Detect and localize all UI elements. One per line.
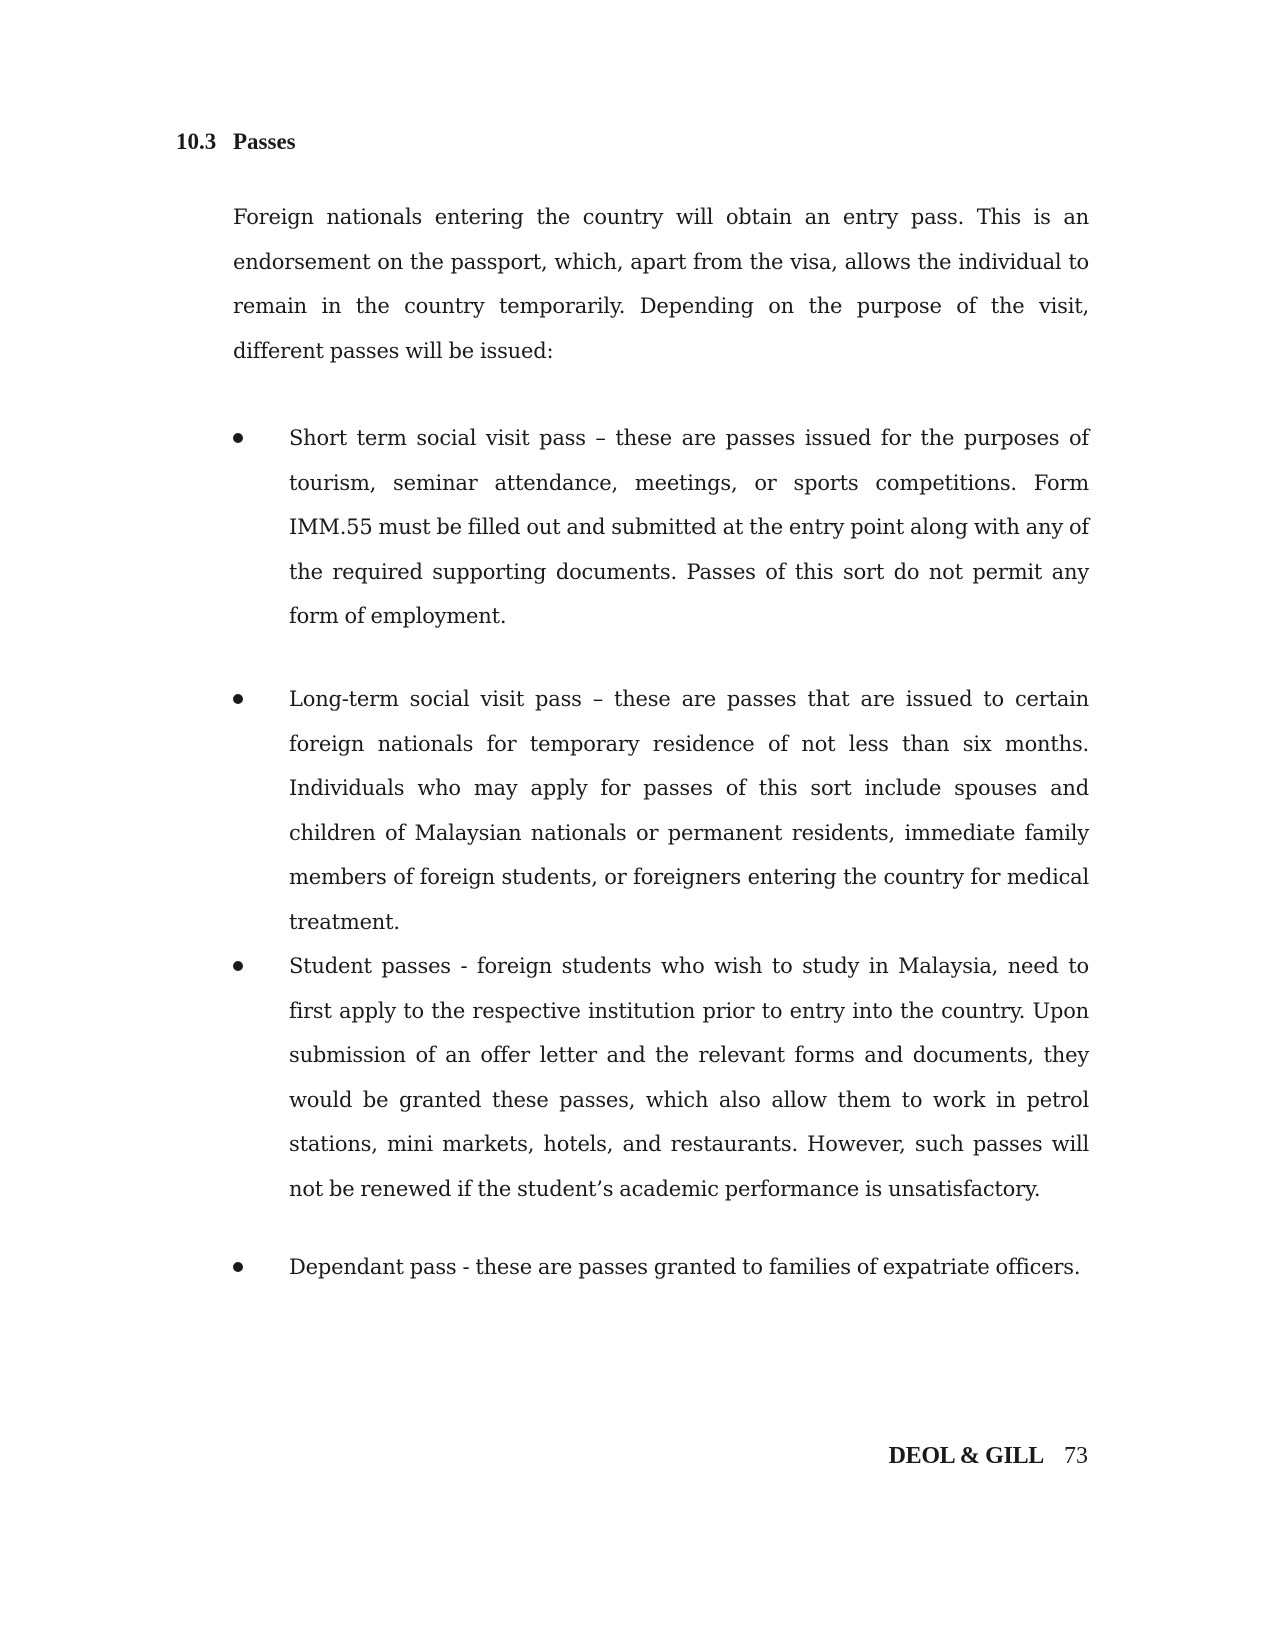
- list-item-text: Dependant pass - these are passes granted to families of expatriate officers.: [289, 1255, 1081, 1279]
- section-title: Passes: [233, 129, 296, 154]
- bullet-icon: [233, 694, 243, 704]
- section-number: 10.3: [176, 129, 217, 154]
- page-footer: [889, 1440, 1088, 1471]
- bullet-icon: [233, 961, 243, 971]
- list-item-text: Short term social visit pass – these are passes issued for the purposes of tourism, seminar attendance, meetings, or sports competitions. Form IMM.55 must be filled out and submitted at the entry point along with any of the required supporting documents. Passes of this sort do not permit any form of employment.: [289, 426, 1089, 628]
- section-heading: [176, 128, 296, 156]
- bullet-icon: [233, 433, 243, 443]
- list-item: [233, 1245, 1089, 1290]
- footer-brand: DEOL & GILL: [888, 1443, 1044, 1469]
- list-item-text: Student passes - foreign students who wish to study in Malaysia, need to first apply to the respective institution prior to entry into the country. Upon submission of an offer letter and the relevant forms and documents, they would be granted these passes, which also allow them to work in petrol stations, mini markets, hotels, and restaurants. However, such passes will not be renewed if the student’s academic performance is unsatisfactory.: [289, 954, 1089, 1201]
- list-item: [233, 416, 1089, 639]
- intro-paragraph: Foreign nationals entering the country will obtain an entry pass. This is an endorsement on the passport, which, apart from the visa, allows the individual to remain in the country temporarily. Depending on the purpose of the visit, different passes will be issued:: [233, 205, 1089, 363]
- page-number: 73: [1064, 1443, 1088, 1469]
- list-item: [233, 677, 1089, 944]
- list-item-text: Long-term social visit pass – these are passes that are issued to certain foreign nationals for temporary residence of not less than six months. Individuals who may apply for passes of this sort include spouses and children of Malaysian nationals or permanent residents, immediate family members of foreign students, or foreigners entering the country for medical treatment.: [289, 687, 1089, 934]
- list-item: [233, 944, 1089, 1211]
- bullet-icon: [233, 1262, 243, 1272]
